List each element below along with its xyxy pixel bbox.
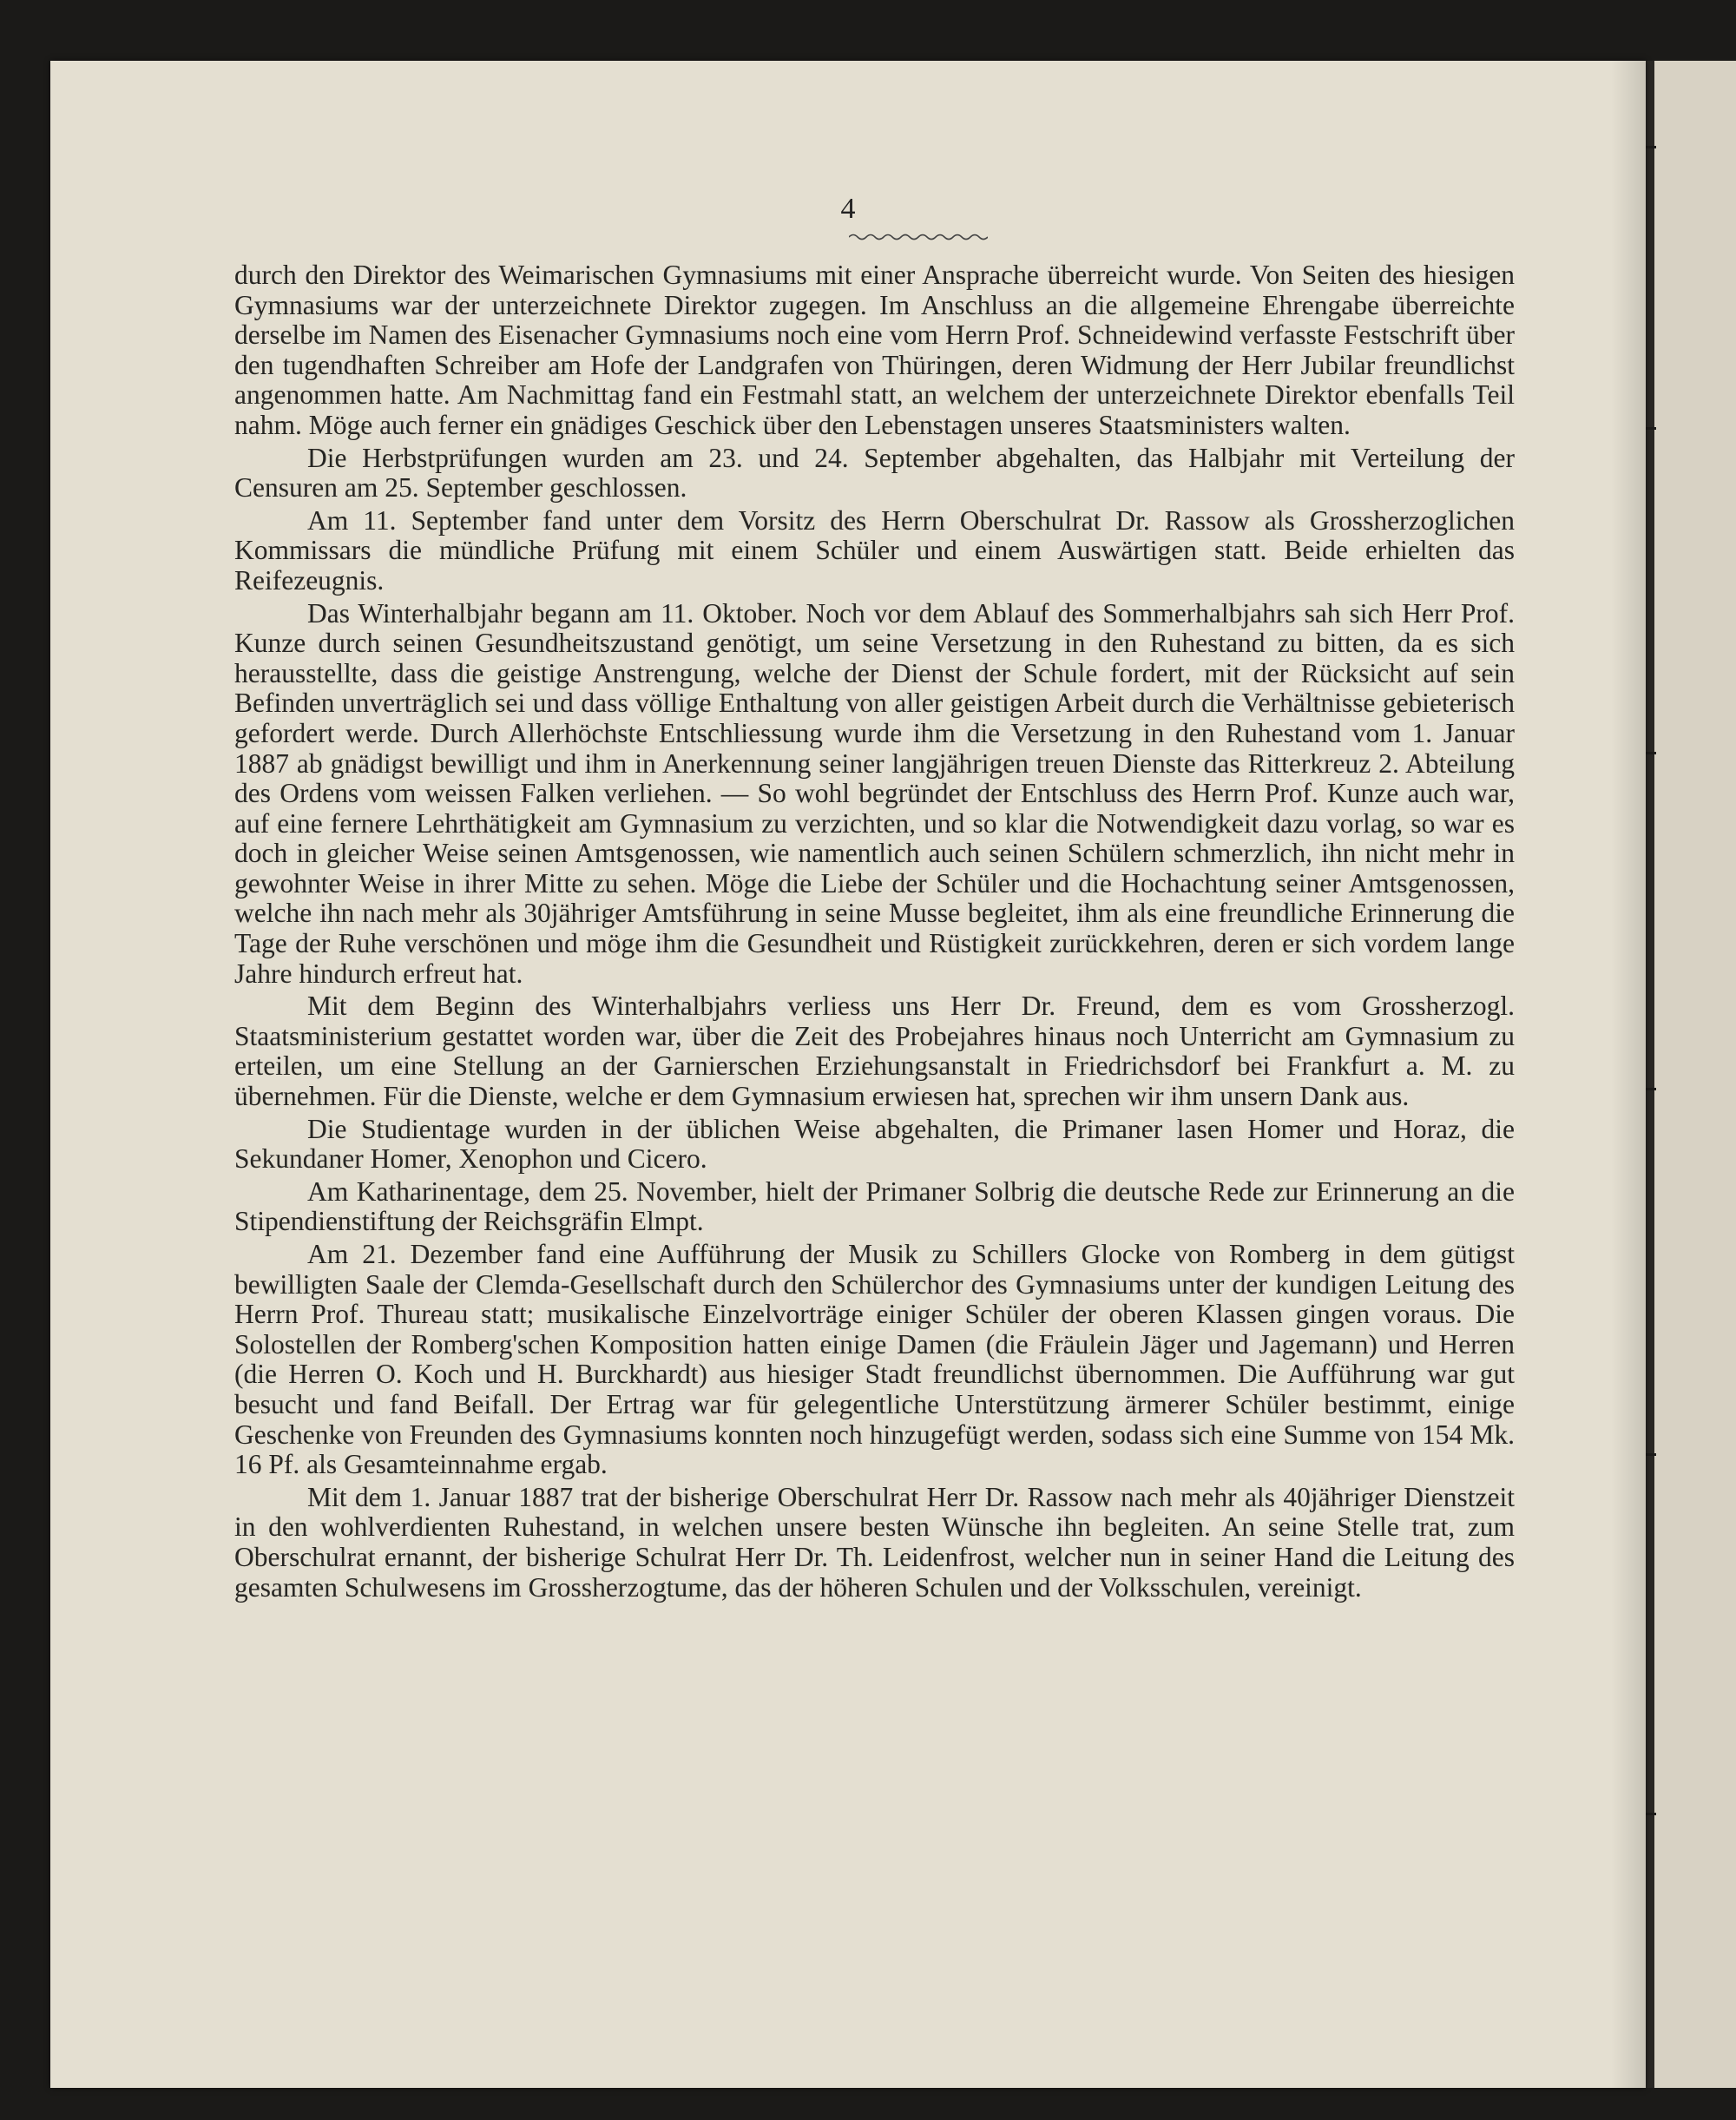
paragraph: Die Studientage wurden in der üblichen Weise abgehalten, die Primaner lasen Homer und Horaz, die Sekundaner Homer, Xenophon und Cicero. [234,1113,1515,1175]
wavy-rule-ornament [849,231,988,243]
paragraph: Am Katharinentage, dem 25. November, hielt der Primaner Solbrig die deutsche Rede zur Erinnerung an die Stipendienstiftung der Reichsgräfin Elmpt. [234,1175,1515,1237]
adjacent-page-edge [1654,61,1736,2088]
body-text [234,260,1515,1605]
paragraph: Mit dem Beginn des Winterhalbjahrs verliess uns Herr Dr. Freund, dem es vom Grossherzogl. Staatsministerium gestattet worden war, über die Zeit des Probejahres hinaus noch Unterricht am Gymnasium zu erteilen, um eine Stellung an der Garnierschen Erziehungsanstalt in Friedrichsdorf bei Frankfurt a. M. zu übernehmen. Für die Dienste, welche er dem Gymnasium erwiesen hat, sprechen wir ihm unsern Dank aus. [234,991,1515,1112]
paragraph: Am 21. Dezember fand eine Aufführung der Musik zu Schillers Glocke von Romberg in dem gütigst bewilligten Saale der Clemda-Gesellschaft durch den Schülerchor des Gymnasiums unter der kundigen Leitung des Herrn Prof. Thureau statt; musikalische Einzelvorträge einiger Schüler der oberen Klassen gingen voraus. Die Solostellen der Romberg'schen Komposition hatten einige Damen (die Fräulein Jäger und Jagemann) und Herren (die Herren O. Koch und H. Burckhardt) aus hiesiger Stadt freundlichst übernommen. Die Aufführung war gut besucht und fand Beifall. Der Ertrag war für gelegentliche Unterstützung ärmerer Schüler bestimmt, einige Geschenke von Freunden des Gymnasiums konnten noch hinzugefügt werden, sodass sich eine Summe von 154 Mk. 16 Pf. als Gesamteinnahme ergab. [234,1239,1515,1480]
page-number: 4 [840,193,856,225]
paragraph: Am 11. September fand unter dem Vorsitz des Herrn Oberschulrat Dr. Rassow als Grossherzoglichen Kommissars die mündliche Prüfung mit einem Schüler und einem Auswärtigen statt. Beide erhielten das Reifezeugnis. [234,504,1515,596]
paragraph: Mit dem 1. Januar 1887 trat der bisherige Oberschulrat Herr Dr. Rassow nach mehr als 40jähriger Dienstzeit in den wohlverdienten Ruhestand, in welchen unsere besten Wünsche ihn begleiten. An seine Stelle trat, zum Oberschulrat ernannt, der bisherige Schulrat Herr Dr. Th. Leidenfrost, welcher nun in seiner Hand die Leitung des gesamten Schulwesens im Grossherzogtume, das der höheren Schulen und der Volksschulen, vereinigt. [234,1481,1515,1603]
paragraph: durch den Direktor des Weimarischen Gymnasiums mit einer Ansprache überreicht wurde. Von Seiten des hiesigen Gymnasiums war der unterzeichnete Direktor zugegen. Im Anschluss an die allgemeine Ehrengabe überreichte derselbe im Namen des Eisenacher Gymnasiums noch eine vom Herrn Prof. Schneidewind verfasste Festschrift über den tugendhaften Schreiber am Hofe der Landgrafen von Thüringen, deren Widmung der Herr Jubilar freundlichst angenommen hatte. Am Nachmittag fand ein Festmahl statt, an welchem der unterzeichnete Direktor ebenfalls Teil nahm. Möge auch ferner ein gnädiges Geschick über den Lebenstagen unseres Staatsministers walten. [234,260,1515,440]
paragraph: Die Herbstprüfungen wurden am 23. und 24. September abgehalten, das Halbjahr mit Verteilung der Censuren am 25. September geschlossen. [234,442,1515,504]
paragraph: Das Winterhalbjahr begann am 11. Oktober. Noch vor dem Ablauf des Sommerhalbjahrs sah sich Herr Prof. Kunze durch seinen Gesundheitszustand genötigt, um seine Versetzung in den Ruhestand zu bitten, da es sich herausstellte, dass die geistige Anstrengung, welche der Dienst der Schule fordert, mit der Rücksicht auf sein Befinden unverträglich sei und dass völlige Enthaltung von aller geistigen Arbeit durch die Verhältnisse gebieterisch gefordert werde. Durch Allerhöchste Entschliessung wurde ihm die Versetzung in den Ruhestand vom 1. Januar 1887 ab gnädigst bewilligt und ihm in Anerkennung seiner langjährigen treuen Dienste das Ritterkreuz 2. Abteilung des Ordens vom weissen Falken verliehen. — So wohl begründet der Entschluss des Herrn Prof. Kunze auch war, auf eine fernere Lehrthätigkeit am Gymnasium zu verzichten, und so klar die Notwendigkeit dazu vorlag, so war es doch in gleicher Weise seinen Amtsgenossen, wie namentlich auch seinen Schülern schmerzlich, ihn nicht mehr in gewohnter Weise in ihrer Mitte zu sehen. Möge die Liebe der Schüler und die Hochachtung seiner Amtsgenossen, welche ihn nach mehr als 30jähriger Amtsführung in seine Musse begleitet, ihm als eine freundliche Erinnerung die Tage der Ruhe verschönen und möge ihm die Gesundheit und Rüstigkeit zurückkehren, deren er sich vordem lange Jahre hindurch erfreut hat. [234,597,1515,989]
book-gutter [1646,61,1654,2088]
